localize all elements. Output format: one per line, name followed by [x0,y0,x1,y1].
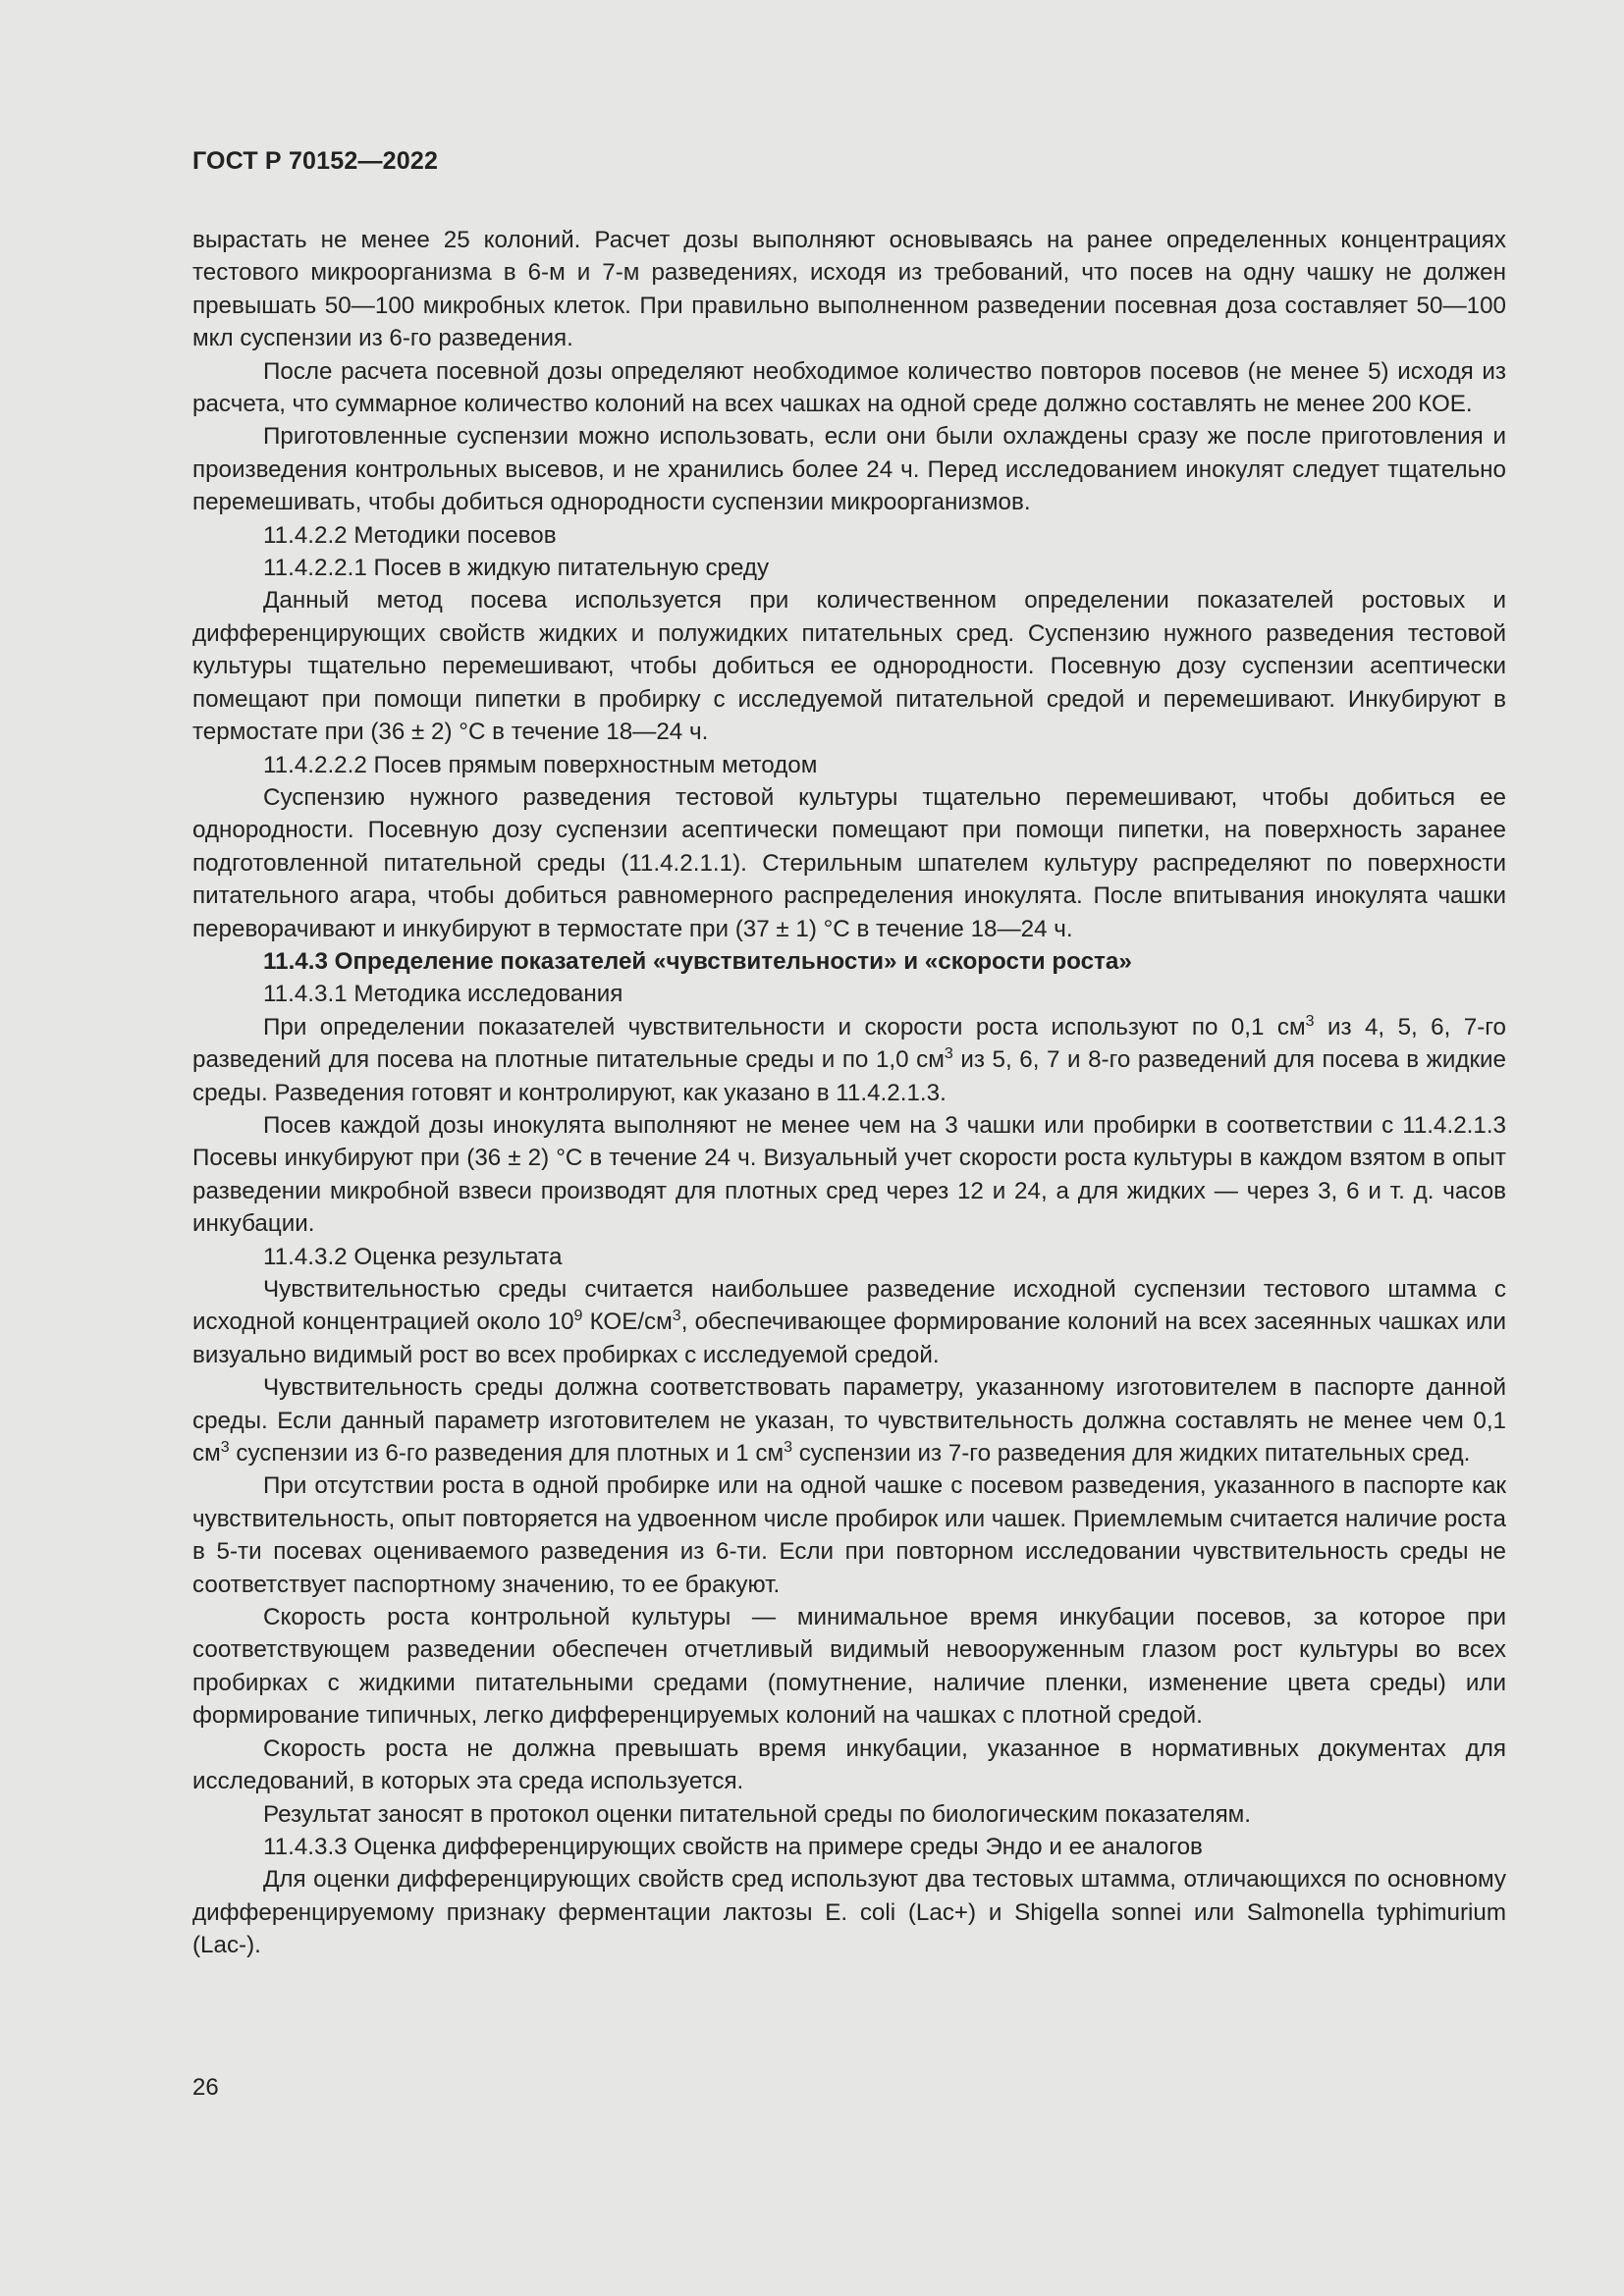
section-heading: 11.4.2.2.1 Посев в жидкую питательную среду [263,555,770,582]
standard-header: ГОСТ Р 70152—2022 [192,147,439,175]
paragraph: Чувствительностью среды считается наибольшее разведение исходной суспензии тестового штамма с исходной концентрацией около $10^9$ КОЕ/$см^3$, обеспечивающее формирование колоний на всех засеянных чашках или визуально видимый рост во всех пробирках с исследуемой средой. [192,1276,1506,1368]
section-heading: 11.4.3.1 Методика исследования [263,981,623,1008]
paragraph: Приготовленные суспензии можно использовать, если они были охлаждены сразу же после приготовления и произведения контрольных высевов, и не хранились более 24 ч. Перед исследованием инокулят следует тщательно перемешивать, чтобы добиться однородности суспензии микроорганизмов. [192,423,1506,516]
paragraph: Чувствительность среды должна соответствовать параметру, указанному изготовителем в паспорте данной среды. Если данный параметр изготовителем не указан, то чувствительность должна составлять не менее чем 0,1 $см^3$ суспензии из 6-го разведения для плотных и 1 $см^3$ суспензии из 7-го разведения для жидких питательных сред. [192,1374,1506,1468]
paragraph: При отсутствии роста в одной пробирке или на одной чашке с посевом разведения, указанного в паспорте как чувствительность, опыт повторяется на удвоенном числе пробирок или чашек. Приемлемым считается наличие роста в 5-ти посевах оцениваемого разведения из 6-ти. Если при повторном исследовании чувствительность среды не соответствует паспортному значению, то ее бракуют. [192,1472,1506,1598]
paragraph: Данный метод посева используется при количественном определении показателей ростовых и дифференцирующих свойств жидких и полужидких питательных сред. Суспензию нужного разведения тестовой культуры тщательно перемешивают, чтобы добиться ее однородности. Посевную дозу суспензии асептически помещают при помощи пипетки в пробирку с исследуемой питательной средой и перемешивают. Инкубируют в термостате при (36 ± 2) °С в течение 18—24 ч. [192,587,1506,746]
paragraph: Скорость роста не должна превышать время инкубации, указанное в нормативных документах для исследований, в которых эта среда используется. [192,1735,1506,1795]
paragraph: вырастать не менее 25 колоний. Расчет дозы выполняют основываясь на ранее определенных концентрациях тестового микроорганизма в 6-м и 7-м разведениях, исходя из требований, что посев на одну чашку не должен превышать 50—100 микробных клеток. При правильно выполненном разведении посевная доза составляет 50—100 мкл суспензии из 6-го разведения. [192,227,1506,352]
page-number: 26 [192,2074,219,2101]
section-heading: 11.4.2.2.2 Посев прямым поверхностным методом [263,751,818,778]
paragraph: Скорость роста контрольной культуры — минимальное время инкубации посевов, за которое при соответствующем разведении обеспечен отчетливый видимый невооруженным глазом рост культуры во всех пробирках с жидкими питательными средами (помутнение, наличие пленки, изменение цвета среды) или формирование типичных, легко дифференцируемых колоний на чашках с плотной средой. [192,1604,1506,1730]
paragraph: Суспензию нужного разведения тестовой культуры тщательно перемешивают, чтобы добиться ее однородности. Посевную дозу суспензии асептически помещают при помощи пипетки, на поверхность заранее подготовленной питательной среды (11.4.2.1.1). Стерильным шпателем культуру распределяют по поверхности питательного агара, чтобы добиться равномерного распределения инокулята. После впитывания инокулята чашки переворачивают и инкубируют в термостате при (37 ± 1) °С в течение 18—24 ч. [192,783,1506,942]
paragraph: Для оценки дифференцирующих свойств сред используют два тестовых штамма, отличающихся по основному дифференцируемому признаку ферментации лактозы E. coli (Lac+) и Shigella sonnei или Salmonella typhimurium (Lac-). [192,1866,1506,1959]
paragraph: После расчета посевной дозы определяют необходимое количество повторов посевов (не менее 5) исходя из расчета, что суммарное количество колоний на всех чашках на одной среде должно составлять не менее 200 КОЕ. [192,357,1506,418]
section-heading: 11.4.3.2 Оценка результата [263,1243,563,1270]
section-heading-bold: 11.4.3 Определение показателей «чувствительности» и «скорости роста» [263,947,1132,975]
paragraph: При определении показателей чувствительности и скорости роста используют по 0,1 $см^3$ из 4, 5, 6, 7-го разведений для посева на плотные питательные среды и по 1,0 $см^3$ из 5, 6, 7 и 8-го разведений для посева в жидкие среды. Разведения готовят и контролируют, как указано в 11.4.2.1.3. [192,1012,1506,1106]
section-heading: 11.4.2.2 Методики посевов [263,521,557,549]
paragraph: Посев каждой дозы инокулята выполняют не менее чем на 3 чашки или пробирки в соответствии с 11.4.2.1.3 Посевы инкубируют при (36 ± 2) °С в течение 24 ч. Визуальный учет скорости роста культуры в каждом взятом в опыт разведении микробной взвеси производят для плотных сред через 12 и 24, а для жидких — через 3, 6 и т. д. часов инкубации. [192,1111,1506,1238]
section-heading: 11.4.3.3 Оценка дифференцирующих свойств на примере среды Эндо и ее аналогов [263,1833,1203,1860]
paragraph: Результат заносят в протокол оценки питательной среды по биологическим показателям. [263,1800,1252,1828]
body-text [192,224,1506,1962]
